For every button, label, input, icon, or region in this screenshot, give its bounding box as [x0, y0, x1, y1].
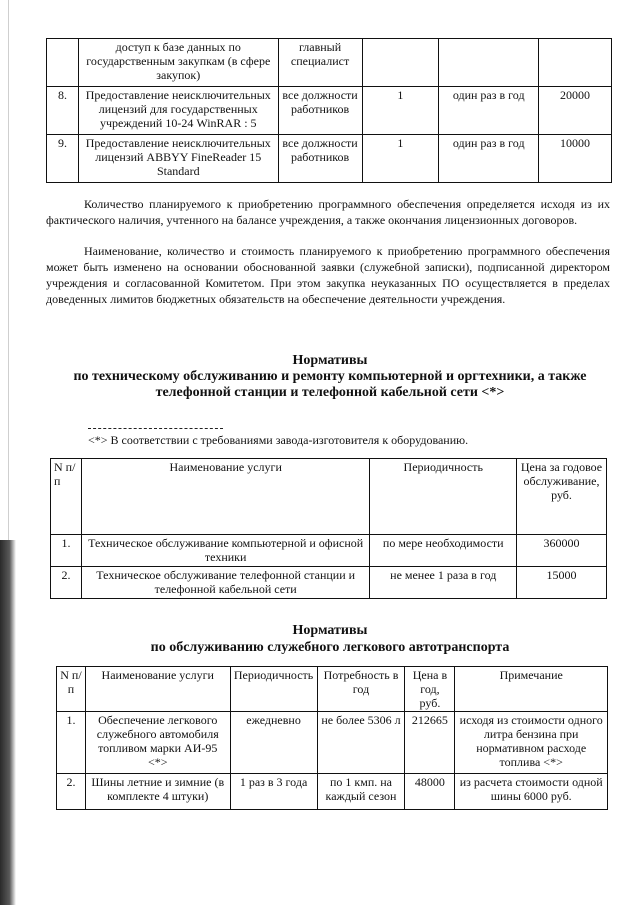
maintenance-table [50, 458, 607, 599]
service-name: Обеспечение легкового служебного автомобиля топливом марки АИ-95 <*> [85, 712, 230, 774]
service-name: Предоставление неисключительных лицензий ABBYY FineReader 15 Standard [78, 135, 278, 183]
header-name: Наименование услуги [81, 459, 370, 535]
service-name: Предоставление неисключительных лицензий для государственных учреждений 10-24 WinRAR : 5 [78, 87, 278, 135]
row-number: 8. [47, 87, 79, 135]
row-number: 1. [57, 712, 86, 774]
price: 15000 [517, 567, 607, 599]
table-row [57, 774, 608, 810]
service-name: Техническое обслуживание телефонной станции и телефонной кабельной сети [81, 567, 370, 599]
paragraph-changes: Наименование, количество и стоимость планируемого к приобретению программного обеспечения может быть изменено на основании обоснованной заявки (служебной записки), подписанной директором учреждения и согласованной Комитетом. При этом закупка неуказанных ПО осуществляется в пределах доведенных лимитов бюджетных обязательств на обеспечение деятельности учреждения. [46, 244, 610, 306]
table-row [51, 535, 607, 567]
header-need: Потребность в год [317, 667, 405, 712]
table-row [51, 567, 607, 599]
note: из расчета стоимости одной шины 6000 руб. [455, 774, 608, 810]
price: 360000 [517, 535, 607, 567]
section2-title-2: по обслуживанию служебного легкового автотранспорта [150, 640, 510, 655]
price: 212665 [405, 712, 455, 774]
header-num: N п/п [57, 667, 86, 712]
note: исходя из стоимости одного литра бензина при нормативном расходе топлива <*> [455, 712, 608, 774]
section1-title-1: Нормативы [292, 353, 368, 368]
header-note: Примечание [455, 667, 608, 712]
header-price: Цена в год, руб. [405, 667, 455, 712]
period: один раз в год [439, 135, 539, 183]
table-row [47, 135, 612, 183]
price [539, 39, 612, 87]
period: не менее 1 раза в год [370, 567, 517, 599]
section1-title-2: по техническому обслуживанию и ремонту компьютерной и оргтехники, а также [73, 369, 587, 384]
footnote-separator [88, 428, 223, 429]
header-period: Периодичность [230, 667, 317, 712]
position: все должности работников [278, 87, 362, 135]
row-number: 1. [51, 535, 82, 567]
table-row [47, 87, 612, 135]
section1-title-3: телефонной станции и телефонной кабельной сети <*> [155, 385, 505, 400]
header-num: N п/п [51, 459, 82, 535]
quantity [362, 39, 439, 87]
position: все должности работников [278, 135, 362, 183]
scan-shadow [0, 540, 16, 905]
period [439, 39, 539, 87]
scan-edge-line [8, 0, 9, 540]
row-number [47, 39, 79, 87]
need: не более 5306 л [317, 712, 405, 774]
table-row [57, 712, 608, 774]
quantity: 1 [362, 135, 439, 183]
price: 20000 [539, 87, 612, 135]
period: ежедневно [230, 712, 317, 774]
period: по мере необходимости [370, 535, 517, 567]
service-name: Техническое обслуживание компьютерной и офисной техники [81, 535, 370, 567]
service-name: доступ к базе данных по государственным закупкам (в сфере закупок) [78, 39, 278, 87]
row-number: 2. [57, 774, 86, 810]
period: один раз в год [439, 87, 539, 135]
header-period: Периодичность [370, 459, 517, 535]
table-header-row [51, 459, 607, 535]
header-price: Цена за годовое обслуживание, руб. [517, 459, 607, 535]
table-row [47, 39, 612, 87]
quantity: 1 [362, 87, 439, 135]
row-number: 2. [51, 567, 82, 599]
price: 10000 [539, 135, 612, 183]
footnote: <*> В соответствии с требованиями завода-изготовителя к оборудованию. [88, 433, 469, 447]
software-table [46, 38, 612, 183]
table-header-row [57, 667, 608, 712]
position: главный специалист [278, 39, 362, 87]
need: по 1 кмп. на каждый сезон [317, 774, 405, 810]
period: 1 раз в 3 года [230, 774, 317, 810]
paragraph-quantity: Количество планируемого к приобретению программного обеспечения определяется исходя из их фактического наличия, учтенного на балансе учреждения, а также окончания лицензионных договоров. [46, 197, 610, 227]
row-number: 9. [47, 135, 79, 183]
header-name: Наименование услуги [85, 667, 230, 712]
section2-title-1: Нормативы [292, 623, 368, 638]
service-name: Шины летние и зимние (в комплекте 4 штуки) [85, 774, 230, 810]
price: 48000 [405, 774, 455, 810]
vehicle-table [56, 666, 608, 810]
